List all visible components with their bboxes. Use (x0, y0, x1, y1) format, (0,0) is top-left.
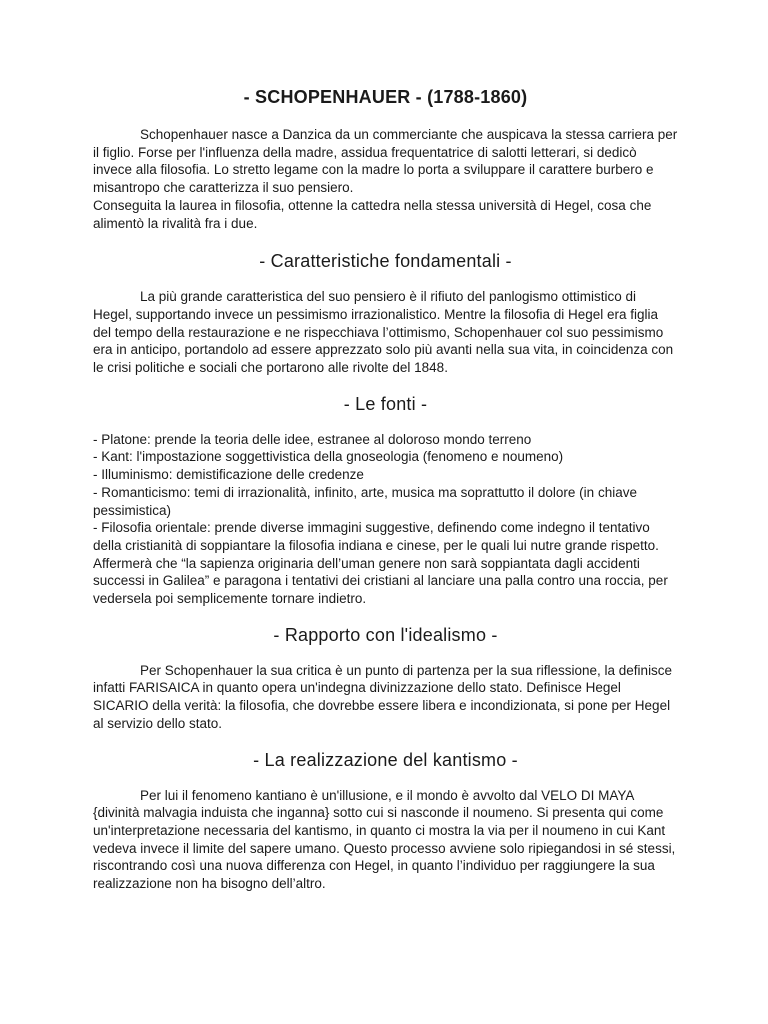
page-title: - SCHOPENHAUER - (1788-1860) (243, 87, 528, 107)
section-heading-caratteristiche: - Caratteristiche fondamentali - (259, 251, 512, 272)
section-text-idealismo: Per Schopenhauer la sua critica è un punto di partenza per la sua riflessione, la definisce infatti FARISAICA in quanto opera un'indegna divinizzazione dello stato. Definisce Hegel SICARIO della verità: la filosofia, che dovrebbe essere libera e incondizionata, si pone per Hegel al servizio dello stato. (93, 662, 673, 731)
fonti-list (93, 431, 678, 608)
intro-paragraph-1: Schopenhauer nasce a Danzica da un commerciante che auspicava la stessa carriera per il figlio. Forse per l'influenza della madre, assidua frequentatrice di salotti letterari, si dedicò invece alla filosofia. Lo stretto legame con la madre lo porta a sviluppare il carattere burbero e misantropo che caratterizza il suo pensiero. (93, 127, 678, 196)
section-text-kantismo: Per lui il fenomeno kantiano è un'illusione, e il mondo è avvolto dal VELO DI MAYA {divinità malvagia induista che inganna} sotto cui si nasconde il noumeno. Si presenta qui come un'interpretazione necessaria del kantismo, in quanto ci mostra la via per il noumeno in cui Kant vedeva invece il limite del sapere umano. Questo processo avviene solo ripiegandosi in sé stessi, riscontrando così una nuova differenza con Hegel, in quanto l’individuo per raggiungere la sua realizzazione non ha bisogno dell’altro. (93, 787, 676, 892)
section-heading-fonti: - Le fonti - (343, 393, 428, 414)
section-text-caratteristiche: La più grande caratteristica del suo pensiero è il rifiuto del panlogismo ottimistico di Hegel, supportando invece un pessimismo irrazionalistico. Mentre la filosofia di Hegel era figlia del tempo della restaurazione e ne rispecchiava l’ottimismo, Schopenhauer col suo pessimismo era in anticipo, portandolo ad essere apprezzato solo più avanti nella sua vita, in coincidenza con le crisi politiche e sociali che portarono alle rivolte del 1848. (93, 289, 674, 376)
section-heading-kantismo: - La realizzazione del kantismo - (253, 749, 518, 770)
list-item: - Filosofia orientale: prende diverse immagini suggestive, definendo come indegno il tentativo della cristianità di soppiantare la filosofia indiana e cinese, per le quali lui nutre grande rispetto. Affermerà che “la sapienza originaria dell’uman genere non sarà soppiantata dagli accidenti successi in Galilea” e paragona i tentativi dei cristiani al lanciare una palla contro una roccia, per vedersela poi semplicemente tornare indietro. (93, 520, 668, 607)
section-heading-idealismo: - Rapporto con l'idealismo - (273, 624, 498, 645)
list-item: - Romanticismo: temi di irrazionalità, infinito, arte, musica ma soprattutto il dolore (in chiave pessimistica) (93, 484, 637, 518)
intro-paragraph-2: Conseguita la laurea in filosofia, ottenne la cattedra nella stessa università di Hegel, cosa che alimentò la rivalità fra i due. (93, 197, 652, 231)
list-item: - Illuminismo: demistificazione delle credenze (93, 467, 364, 483)
list-item: - Kant: l'impostazione soggettivistica della gnoseologia (fenomeno e noumeno) (93, 449, 564, 465)
list-item: - Platone: prende la teoria delle idee, estranee al doloroso mondo terreno (93, 431, 532, 447)
